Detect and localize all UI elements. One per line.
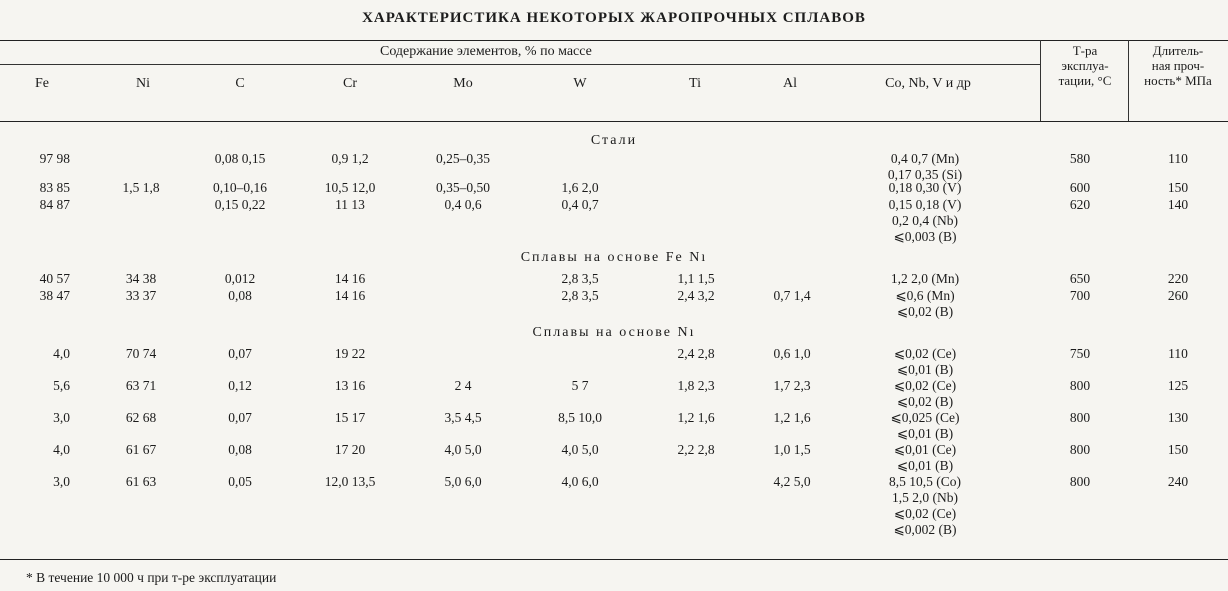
footnote: * В течение 10 000 ч при т-ре эксплуатации xyxy=(26,570,277,585)
cell-ni: 34 38 xyxy=(125,271,157,286)
cell-fe: 4,0 xyxy=(53,346,70,361)
cell-temp: 580 xyxy=(1069,151,1091,166)
cell-cr: 19 22 xyxy=(334,346,366,361)
cell-w: 4,0 6,0 xyxy=(561,474,599,489)
cell-ti: 1,1 1,5 xyxy=(677,271,715,286)
cell-c: 0,012 xyxy=(224,271,256,286)
cell-strength: 130 xyxy=(1167,410,1189,425)
temp-label-line: тации, °С xyxy=(1058,73,1112,88)
cell-al: 0,6 1,0 xyxy=(773,346,811,361)
cell-other-elements xyxy=(850,474,1000,538)
cell-c: 0,07 xyxy=(228,410,252,425)
other-element-line: 8,5 10,5 (Co) xyxy=(889,474,961,489)
cell-mo: 2 4 xyxy=(454,378,472,393)
cell-ni: 70 74 xyxy=(125,346,157,361)
cell-ni: 61 67 xyxy=(125,442,157,457)
cell-temp: 620 xyxy=(1069,197,1091,212)
section-title: Стали xyxy=(590,133,638,148)
cell-mo: 4,0 5,0 xyxy=(444,442,482,457)
header-vline-strength xyxy=(1128,40,1129,121)
cell-strength: 110 xyxy=(1168,151,1188,166)
cell-c: 0,10–0,16 xyxy=(213,180,267,195)
col-header-ni: Ni xyxy=(136,76,150,91)
header-bottom-rule xyxy=(0,121,1228,122)
cell-al: 0,7 1,4 xyxy=(773,288,811,303)
other-element-line: ⩽0,02 (B) xyxy=(896,394,954,409)
cell-c: 0,08 xyxy=(228,288,252,303)
cell-c: 0,05 xyxy=(228,474,252,489)
cell-other-elements xyxy=(850,346,1000,378)
cell-fe: 5,6 xyxy=(53,378,70,393)
col-header-cr: Cr xyxy=(343,76,357,91)
cell-temp: 800 xyxy=(1069,410,1091,425)
cell-c: 0,08 xyxy=(228,442,252,457)
other-element-line: ⩽0,01 (B) xyxy=(896,426,954,441)
cell-w: 8,5 10,0 xyxy=(558,410,602,425)
strength-label-line: ность* МПа xyxy=(1144,73,1212,88)
cell-w: 2,8 3,5 xyxy=(561,288,599,303)
cell-mo: 0,35–0,50 xyxy=(436,180,490,195)
cell-other-elements xyxy=(850,378,1000,410)
cell-strength: 150 xyxy=(1167,442,1189,457)
cell-fe: 83 85 xyxy=(39,180,70,195)
cell-w: 5 7 xyxy=(571,378,589,393)
cell-c: 0,07 xyxy=(228,346,252,361)
cell-strength: 150 xyxy=(1167,180,1189,195)
cell-cr: 12,0 13,5 xyxy=(324,474,376,489)
cell-c: 0,15 0,22 xyxy=(214,197,266,212)
cell-temp: 700 xyxy=(1069,288,1091,303)
cell-strength: 140 xyxy=(1167,197,1189,212)
cell-ni: 33 37 xyxy=(125,288,157,303)
cell-temp: 800 xyxy=(1069,378,1091,393)
cell-cr: 17 20 xyxy=(334,442,366,457)
strength-label-line: ная проч- xyxy=(1151,58,1205,73)
temp-label-line: эксплуа- xyxy=(1061,58,1109,73)
cell-ti: 2,2 2,8 xyxy=(677,442,715,457)
cell-cr: 14 16 xyxy=(334,288,366,303)
cell-al: 4,2 5,0 xyxy=(773,474,811,489)
cell-other-elements xyxy=(850,410,1000,442)
other-element-line: ⩽0,02 (Ce) xyxy=(893,378,957,393)
other-element-line: 1,2 2,0 (Mn) xyxy=(890,271,960,286)
cell-mo: 0,25–0,35 xyxy=(436,151,490,166)
cell-cr: 0,9 1,2 xyxy=(331,151,369,166)
cell-w: 2,8 3,5 xyxy=(561,271,599,286)
section-title: Сплавы на основе Nı xyxy=(532,325,696,340)
cell-fe: 3,0 xyxy=(53,474,70,489)
cell-strength: 220 xyxy=(1167,271,1189,286)
other-element-line: ⩽0,025 (Ce) xyxy=(890,410,960,425)
cell-ni: 1,5 1,8 xyxy=(122,180,160,195)
cell-other-elements xyxy=(850,197,1000,245)
col-header-ti: Ti xyxy=(689,76,701,91)
col-header-temp xyxy=(1042,43,1128,88)
other-element-line: 0,4 0,7 (Mn) xyxy=(890,151,960,166)
cell-temp: 800 xyxy=(1069,474,1091,489)
col-header-al: Al xyxy=(783,76,797,91)
other-element-line: ⩽0,02 (B) xyxy=(896,304,954,319)
cell-ni: 62 68 xyxy=(125,410,157,425)
other-element-line: ⩽0,002 (B) xyxy=(893,522,957,537)
cell-mo: 5,0 6,0 xyxy=(444,474,482,489)
cell-ti: 2,4 2,8 xyxy=(677,346,715,361)
cell-strength: 240 xyxy=(1167,474,1189,489)
section-title: Сплавы на основе Fe Nı xyxy=(520,250,708,265)
other-element-line: ⩽0,01 (Ce) xyxy=(893,442,957,457)
cell-cr: 14 16 xyxy=(334,271,366,286)
cell-cr: 11 13 xyxy=(335,197,365,212)
cell-other-elements xyxy=(850,180,1000,196)
cell-strength: 110 xyxy=(1168,346,1188,361)
header-vline-temp xyxy=(1040,40,1041,121)
cell-mo: 3,5 4,5 xyxy=(444,410,482,425)
cell-ni: 63 71 xyxy=(125,378,157,393)
cell-temp: 600 xyxy=(1069,180,1091,195)
cell-ni: 61 63 xyxy=(125,474,157,489)
cell-w: 4,0 5,0 xyxy=(561,442,599,457)
other-element-line: ⩽0,02 (Ce) xyxy=(893,346,957,361)
col-header-strength xyxy=(1130,43,1226,88)
col-header-other: Co, Nb, V и др xyxy=(885,76,971,91)
other-element-line: ⩽0,6 (Mn) xyxy=(895,288,955,303)
top-rule xyxy=(0,40,1228,41)
cell-temp: 800 xyxy=(1069,442,1091,457)
cell-fe: 84 87 xyxy=(39,197,70,212)
cell-fe: 3,0 xyxy=(53,410,70,425)
temp-label-line: Т-ра xyxy=(1072,43,1098,58)
cell-cr: 10,5 12,0 xyxy=(324,180,376,195)
cell-ti: 1,2 1,6 xyxy=(677,410,715,425)
cell-strength: 125 xyxy=(1167,378,1189,393)
other-element-line: 0,17 0,35 (Si) xyxy=(887,167,963,182)
cell-fe: 40 57 xyxy=(39,271,70,286)
cell-mo: 0,4 0,6 xyxy=(444,197,482,212)
strength-label-line: Длитель- xyxy=(1152,43,1204,58)
cell-fe: 38 47 xyxy=(39,288,70,303)
header-divider xyxy=(0,64,1040,65)
element-content-header: Содержание элементов, % по массе xyxy=(380,44,592,59)
cell-other-elements xyxy=(850,271,1000,287)
cell-other-elements xyxy=(850,442,1000,474)
cell-al: 1,2 1,6 xyxy=(773,410,811,425)
bottom-rule xyxy=(0,559,1228,560)
table-title: ХАРАКТЕРИСТИКА НЕКОТОРЫХ ЖАРОПРОЧНЫХ СПЛАВОВ xyxy=(362,10,866,26)
other-element-line: ⩽0,02 (Ce) xyxy=(893,506,957,521)
cell-al: 1,7 2,3 xyxy=(773,378,811,393)
cell-w: 1,6 2,0 xyxy=(561,180,599,195)
cell-temp: 750 xyxy=(1069,346,1091,361)
cell-fe: 97 98 xyxy=(39,151,70,166)
cell-fe: 4,0 xyxy=(53,442,70,457)
other-element-line: 0,2 0,4 (Nb) xyxy=(892,213,958,228)
col-header-w: W xyxy=(573,76,587,91)
col-header-fe: Fe xyxy=(35,76,49,91)
other-element-line: 0,18 0,30 (V) xyxy=(888,180,962,195)
cell-ti: 1,8 2,3 xyxy=(677,378,715,393)
cell-cr: 13 16 xyxy=(334,378,366,393)
cell-other-elements xyxy=(850,288,1000,320)
cell-al: 1,0 1,5 xyxy=(773,442,811,457)
cell-ti: 2,4 3,2 xyxy=(677,288,715,303)
other-element-line: ⩽0,003 (B) xyxy=(893,229,957,244)
other-element-line: ⩽0,01 (B) xyxy=(896,362,954,377)
col-header-c: C xyxy=(235,76,245,91)
cell-c: 0,08 0,15 xyxy=(214,151,266,166)
cell-w: 0,4 0,7 xyxy=(561,197,599,212)
other-element-line: 1,5 2,0 (Nb) xyxy=(892,490,958,505)
cell-temp: 650 xyxy=(1069,271,1091,286)
cell-strength: 260 xyxy=(1167,288,1189,303)
other-element-line: ⩽0,01 (B) xyxy=(896,458,954,473)
other-element-line: 0,15 0,18 (V) xyxy=(888,197,962,212)
cell-other-elements xyxy=(850,151,1000,183)
cell-c: 0,12 xyxy=(228,378,252,393)
col-header-mo: Mo xyxy=(453,76,473,91)
cell-cr: 15 17 xyxy=(334,410,366,425)
